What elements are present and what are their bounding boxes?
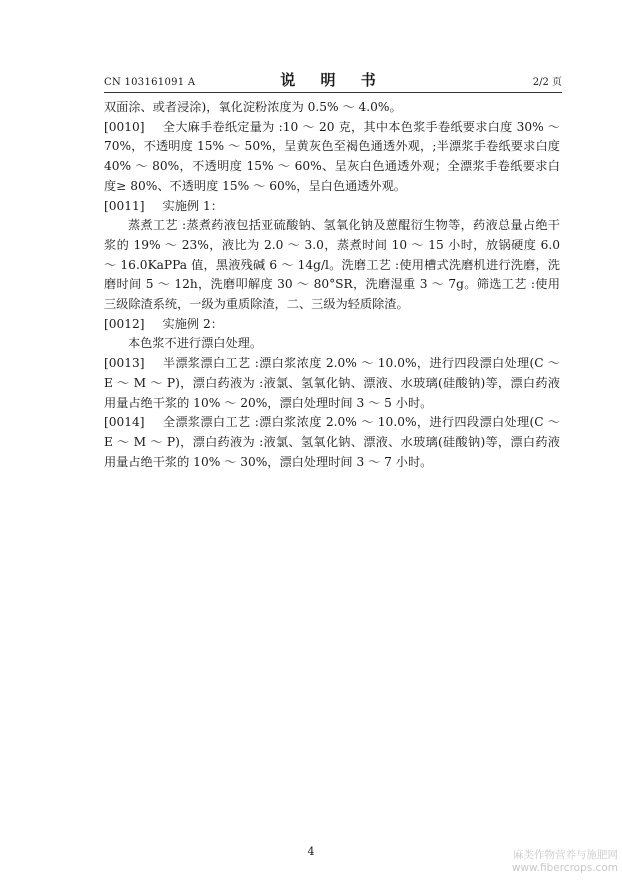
paragraph-tag: [0013]: [104, 356, 145, 371]
page-number: 4: [307, 845, 315, 858]
paragraph-tag: [0010]: [104, 119, 145, 134]
watermark-line1: 麻类作物营养与施肥网: [513, 849, 618, 861]
paragraph-text: 半漂浆漂白工艺 :漂白浆浓度 2.0% ～ 10.0%，进行四段漂白处理(C ～ E ～ M ～ P)，漂白药液为 :液氯、氢氧化钠、漂液、水玻璃(硅酸钠)等，漂白药液用量占绝干浆的 10% ～ 20%，漂白处理时间 3 ～ 5 小时。: [104, 356, 560, 410]
document-body: [104, 98, 560, 472]
paragraph-tag: [0011]: [104, 198, 145, 213]
paragraph-text: 全漂浆漂白工艺 :漂白浆浓度 2.0% ～ 10.0%，进行四段漂白处理(C ～ E ～ M ～ P)，漂白药液为 :液氯、氢氧化钠、漂液、水玻璃(硅酸钠)等，漂白药液用量占绝干浆的 10% ～ 30%，漂白处理时间 3 ～ 7 小时。: [104, 415, 560, 469]
paragraph-continuation: [104, 98, 560, 118]
watermark-line2: www.fibercrops.com: [511, 862, 618, 874]
paragraph-unbleached: [104, 334, 560, 354]
paragraph-0012: [104, 315, 560, 335]
paragraph-tag: [0014]: [104, 415, 145, 430]
paragraph-0010: [104, 118, 560, 197]
paragraph-0013: [104, 354, 560, 413]
patent-number: CN 103161091 A: [104, 77, 196, 88]
paragraph-text: 实施例 1：: [162, 198, 223, 213]
paragraph-text: 全大麻手卷纸定量为 :10 ～ 20 克，其中本色浆手卷纸要求白度 30% ～ 70%，不透明度 15% ～ 50%，呈黄灰色至褐色通透外观，;半漂浆手卷纸要求白度 40% ～ 80%，不透明度 15% ～ 60%、呈灰白色通透外观；全漂浆手卷纸要求白度≥ 80%、不透明度 15% ～ 60%，呈白色通透外观。: [104, 119, 560, 193]
paragraph-0014: [104, 413, 560, 472]
paragraph-text: 实施例 2：: [162, 316, 223, 331]
paragraph-text: 蒸煮工艺 :蒸煮药液包括亚硫酸钠、氢氧化钠及蒽醌衍生物等，药液总量占绝干浆的 19% ～ 23%，液比为 2.0 ～ 3.0，蒸煮时间 10 ～ 15 小时，放锅硬度 6.0 ～ 16.0KaPPa 值，黑液残碱 6 ～ 14g/l。洗磨工艺 :使用槽式洗磨机进行洗磨，洗磨时间 5 ～ 12h，洗磨叩解度 30 ～ 80°SR，洗磨湿重 3 ～ 7g。筛选工艺 :使用三级除渣系统，一级为重质除渣，二、三级为轻质除渣。: [104, 218, 560, 312]
watermark: [512, 849, 618, 875]
paragraph-text: 双面涂、或者浸涂)，氧化淀粉浓度为 0.5% ～ 4.0%。: [104, 100, 402, 114]
paragraph-cooking-process: [104, 216, 560, 315]
page-header: [104, 72, 562, 93]
paragraph-text: 本色浆不进行漂白处理。: [128, 336, 263, 351]
paragraph-0011: [104, 197, 560, 217]
paragraph-tag: [0012]: [104, 316, 145, 331]
document-title: 说 明 书: [280, 71, 386, 89]
page-indicator: 2/2 页: [532, 77, 562, 88]
